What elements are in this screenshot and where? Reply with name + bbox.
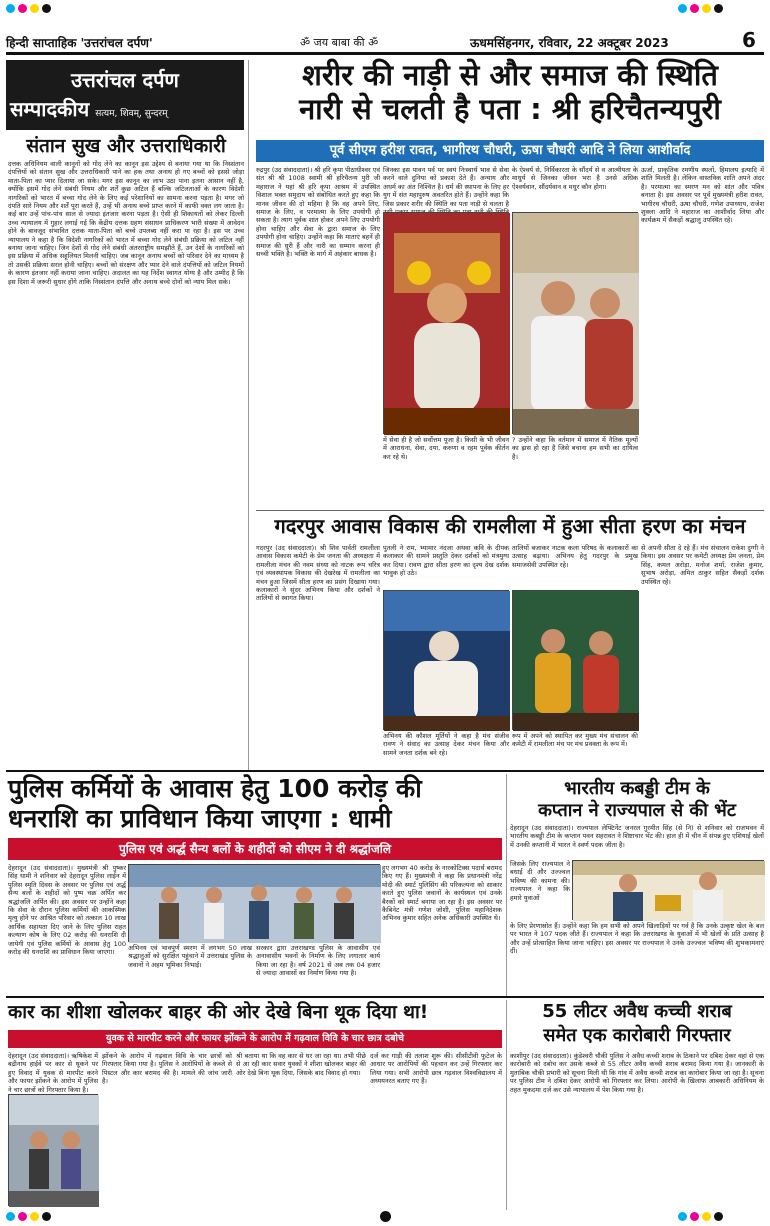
liquor-headline-line1: 55 लीटर अवैध कच्ची शराब	[542, 1001, 732, 1022]
section-rule	[6, 770, 764, 772]
car-col3: श्री बताया था कि वह कार से घर जा रहा था। तभी पीछे से आ रही कार सवार युवकों ने शीशा खोलकर बाहर की ओर देखे बिना थूक दिया, जिसके बाद विवाद हो गया।	[236, 1052, 366, 1077]
lead-headline-line1: शरीर की नाड़ी से और समाज की स्थिति	[302, 58, 718, 92]
section-rule-2	[6, 996, 764, 998]
car-col2: झोंकने के आरोप में गढ़वाल विवि के चार छात्रों को गिरफ्तार किया गया है। पुलिस ने आरोपियों के कब्जे से पिस्टल और कार बरामद की है। मामले की जांच जारी है।	[102, 1052, 232, 1086]
registration-dots-right	[678, 4, 723, 13]
car-headline: कार का शीशा खोलकर बाहर की ओर देखे बिना थूक दिया था!	[8, 1002, 429, 1023]
kabaddi-headline-line1: भारतीय कबड्डी टीम के	[564, 778, 710, 799]
saint-photo	[383, 212, 509, 434]
police-col4: हुए लगभग 40 करोड़ के नारकोटिक्स पदार्थ बरामद किए गए हैं। मुख्यमंत्री ने कहा कि प्रधानमंत्री नरेंद्र मोदी की स्मार्ट पुलिसिंग की परिकल्पना को साकार करते हुए पुलिस जवानों के कार्यस्थल एवं उनके बैरकों को स्मार्ट बनाया जा रहा है। इस अवसर पर कैबिनेट मंत्री गणेश जोशी, पुलिस महानिदेशक अभिनव कुमार सहित अनेक अधिकारी उपस्थित थे।	[382, 864, 502, 923]
lead-strip: पूर्व सीएम हरीश रावत, भागीरथ चौधरी, ऊषा चौधरी आदि ने लिया आशीर्वाद	[256, 140, 764, 162]
police-col3: सरकार द्वारा उत्तराखण्ड पुलिस के आवासीय एवं अनावासीय भवनों के निर्माण के लिए लगातार कार्य किया जा रहा है। वर्ष 2021 से अब तक 04 हजार से ज्यादा आवासों का निर्माण किया गया है।	[256, 944, 380, 978]
paper-name: हिन्दी साप्ताहिक 'उत्तरांचल दर्पण'	[6, 36, 153, 50]
lead-caption-1: में सेवा ही है जो सर्वोत्तम पूजा है। किसी के भी जीवन में आराधना, सेवा, दया, करुणा व रहम पूर्वक कीर्तन कर रहे थे।	[383, 436, 509, 461]
police-ceremony-photo	[128, 864, 380, 942]
police-strip: पुलिस एवं अर्द्ध सैन्य बलों के शहीदों को सीएम ने दी श्रद्धांजलि	[8, 838, 502, 860]
registration-dots-left	[6, 4, 51, 13]
ramleela-col3: तालियों बजाकर नाटक कला परिषद के कलाकारों का उत्साह बढ़ाया। अभिनय हेतु गदरपुर के प्रमुख समाजसेवी उपस्थित रहे।	[512, 544, 638, 569]
police-col1: देहरादून (उद संवाददाता)। मुख्यमंत्री श्री पुष्कर सिंह धामी ने शनिवार को देहरादून पुलिस लाईन में पुलिस स्मृति दिवस के अवसर पर पुलिस एवं अर्द्ध सैन्य बलों के शहीदों को पुष्प चक्र अर्पित कर श्रद्धांजलि अर्पित की। इस अवसर पर उन्होंने कहा कि सेवा के दौरान पुलिस कर्मियों की आकस्मिक मृत्यु होने पर आश्रित परिवार को तत्काल 10 लाख आर्थिक सहायता दिए जाने के लिए पुलिस राहत कल्याण कोष के लिए 02 करोड़ की धनराशि दी जायेगी एवं पुलिस कर्मियों के आवास हेतु 100 करोड़ की धनराशि का प्राविधान किया जाएगा।	[8, 864, 126, 957]
column-divider-2	[506, 774, 507, 996]
police-headline-line2: धनराशि का प्राविधान किया जाएगा : धामी	[8, 804, 392, 833]
liquor-headline-line2: समेत एक कारोबारी गिरफ्तार	[543, 1025, 731, 1046]
editorial-body: दत्तक अधिनियम वाली कानूनों को गोद लेने का कानून इस उद्देश्य से बनाया गया था कि निस्संतान दंपत्तियों को संतान सुख और उत्तराधिकारी पाने का हक तथा अनाथ हो गए बच्चों को इससे जोड़ा माता-पिता का प्यार दिलाया जा सके। मगर इस कानून का लाभ उठा पाना इतना आसान नहीं है, क्योंकि इसमें गोद लेने संबंधी नियम और शर्तें कुछ अटिल हैं बल्कि जटिलताओं के कारण विदेशी नागरिकों को भारत में बच्चा गोद लेने के लिए कई परेशानियों का सामना करना पड़ता है। मगर जो दंपति सारे नियम और शर्तें पूरा करते हैं, उन्हें भी अनाथ बच्चे प्राप्त करने में काफी वक्त लग जाता है। कई बार उन्हें पांच-पांच साल से ज्यादा इंतजार करना पड़ता है। ऐसी ही शिकायतों को लेकर दिल्ली उच्च न्यायालय में गुहार लगाई गई कि केंद्रीय दत्तक ग्रहण संसाधन प्राधिकरण भारी संख्या में आवेदन होने के बावजूद संभावित दत्तक माता-पिता को बच्चे उपलब्ध नहीं करा पा रहा है। इस पर उच्च न्यायालय ने कहा है कि विदेशी नागरिकों को भारत में बच्चा गोद लेने संबंधी प्रक्रिया को जटिल नहीं बनाया जाना चाहिए। जिन देशों से गोद लेने संबंधी अंतरराष्ट्रीय समझौते हैं, उन देशों के नागरिकों को इस प्रक्रिया में अधिक सहूलियत मिलनी चाहिए। जब कानून अनाथ बच्चों को परिवार देने का माध्यम है तो उसकी प्रक्रिया सरल होनी चाहिए। बच्चों को संरक्षण और प्यार देने वाले दंपत्तियों को जटिल नियमों के कारण इंतजार नहीं कराया जाना चाहिए। अदालत का यह निर्देश स्वागत योग्य है और उम्मीद है कि इस दिशा में जरूरी सुधार होंगे ताकि निस्संतान दंपत्ति और अनाथ बच्चे दोनों को न्याय मिल सके।	[8, 160, 244, 286]
registration-dots-bottom-left	[6, 1212, 51, 1221]
column-divider-3	[506, 1000, 507, 1210]
registration-mark-center	[380, 1211, 391, 1222]
ramleela-photo-2	[512, 590, 638, 730]
kabaddi-body-side: जिसके लिए राज्यपाल ने बधाई दी और उज्ज्वल भविष्य की कामना की। राज्यपाल ने कहा कि हमारे युवाओं	[510, 860, 570, 902]
place-date: ऊधमसिंहनगर, रविवार, 22 अक्टूबर 2023	[470, 36, 669, 50]
column-divider	[248, 60, 249, 770]
police-col2: अभिनय एवं भावपूर्ण स्मरण में लगभग 50 लाख श्रद्धालुओं को सुरक्षित पहुंचाने में उत्तराखंड पुलिस के जवानों ने अहम भूमिका निभाई।	[128, 944, 252, 969]
editorial-section: सम्पादकीय	[10, 97, 90, 121]
kabaddi-body-top: देहरादून (उद संवाददाता)। राज्यपाल लेफ्टिनेंट जनरल गुरमीत सिंह (से नि) से शनिवार को राजभवन में भारतीय कबड्डी टीम के कप्तान पवन सहरावत ने शिष्टाचार भेंट की। हाल ही में चीन में संपन्न हुए एशियाई खेलों में उनकी कप्तानी में भारत ने स्वर्ण पदक जीता है।	[510, 824, 764, 849]
kabaddi-photo	[572, 860, 764, 920]
ramleela-headline: गदरपुर आवास विकास की रामलीला में हुआ सीता हरण का मंचन	[274, 514, 746, 538]
lead-headline-line2: नारी से चलती है पता : श्री हरिचैतन्यपुरी	[299, 92, 721, 126]
lead-caption-2: ? उन्होंने कहा कि वर्तमान में समाज में नैतिक मूल्यों का ह्रास हो रहा है जिसे बचाना हम सभी का दायित्व है।	[512, 436, 638, 461]
ramleela-caption-1: अभिनय की कौशल मूर्तियों ने कहा है मंच संजीव रावण ने संवाद का उत्साह देकर मंचन किया और सामने जनता दर्शक बने रहे।	[383, 732, 509, 757]
leader-photo	[512, 212, 638, 434]
ramleela-col2: पुतली ने राम, भ्यामार नंदजा अथवा कवि के दीपक कलाकार की सामने प्रस्तुति देकर दर्शकों को मंत्रमुग्ध कर दिया। रावण द्वारा सीता हरण का दृश्य देख दर्शक भावुक हो उठे।	[383, 544, 509, 578]
page-number: 6	[742, 28, 756, 52]
police-headline-line1: पुलिस कर्मियों के आवास हेतु 100 करोड़ की	[8, 774, 422, 803]
masthead-rule	[6, 52, 764, 55]
editorial-tagline: सत्यम, शिवम्, सुन्दरम्	[95, 109, 168, 119]
ramleela-col4: से अपनी सीता दे रहे हैं। मंच संचालन राकेश दुग्गी ने किया। इस अवसर पर कमेटी अध्यक्ष प्रेम जनता, प्रेम सिंह, कमल अरोड़ा, मनोज शर्मा, राजेश कुमार, सुभाष अरोड़ा, अमित ठाकुर सहित सैकड़ों दर्शक उपस्थित रहे।	[641, 544, 764, 586]
motto: ॐ जय बाबा की ॐ	[300, 36, 379, 49]
ramleela-photo-1	[383, 590, 509, 730]
editorial-box-title: उत्तरांचल दर्पण	[71, 68, 179, 92]
car-col4: दर्ज कर गाड़ी की तलाश शुरू की। सीसीटीवी फुटेज के आधार पर आरोपियों की पहचान कर उन्हें गिरफ्तार कर लिया गया। सभी आरोपी छात्र गढ़वाल विश्वविद्यालय में अध्ययनरत बताए गए हैं।	[370, 1052, 502, 1086]
car-col1: देहरादून (उद संवाददाता)। ऋषिकेश में बद्रीनाथ हाईवे पर कार से थूकने पर हुए विवाद में युवक से मारपीट करने और फायर झोंकने के आरोप में पुलिस ने चार छात्रों को गिरफ्तार किया है।	[8, 1052, 98, 1094]
lead-col4: ऊर्जा, प्राकृतिक रमणीय स्थलों, हिमालय इत्यादि में शांति मिलती है। लेकिन वास्तविक शांति अपने अंदर है। परमात्मा का स्मरण मन को शांत और पवित्र बनाता है। इस अवसर पर पूर्व मुख्यमंत्री हरीश रावत, भागीरथ चौधरी, ऊषा चौधरी, गणेश उपाध्याय, राजेश शुक्ला आदि ने महाराज का आशीर्वाद लिया और कार्यक्रम में सैकड़ों श्रद्धालु उपस्थित रहे।	[641, 166, 764, 225]
kabaddi-headline-line2: कप्तान ने राज्यपाल से की भेंट	[538, 800, 736, 821]
lead-col3: के ऐश्वर्य से, निर्विकारता के सौंदर्य से व आत्मीयता के माधुर्य से जिनका जीवन भरा है उनसे अधिक ऐश्वर्यवान, सौंदर्यवान व मधुर कौन होगा।	[512, 166, 638, 191]
editorial-headline: संतान सुख और उत्तराधिकारी	[26, 135, 226, 157]
car-strip: युवक से मारपीट करने और फायर झोंकने के आरोप में गढ़वाल विवि के चार छात्र दबोचे	[8, 1030, 502, 1048]
registration-dots-bottom-right	[678, 1212, 723, 1221]
kabaddi-body-bottom: के लिए प्रेरणास्रोत हैं। उन्होंने कहा कि हम सभी को अपने खिलाड़ियों पर गर्व है कि उनके उत्कृष्ट खेल के बल पर भारत ने 107 पदक जीते हैं। राज्यपाल ने कहा कि उत्तराखण्ड के युवाओं में भी खेलों के प्रति उत्साह है और उन्हें प्रोत्साहित किया जाना चाहिए। इस अवसर पर राज्यपाल ने उनके उज्ज्वल भविष्य की शुभकामनाएं दीं।	[510, 922, 764, 956]
section-divider	[256, 510, 764, 511]
lead-col2: जिनका इस पावन पर्व पर स्वयं निःस्वार्थ भाव से सेवा करने वाले दुनिया को प्रकाश देते हैं। अन्याय और अधर्म का अंत निश्चित है। धर्म की स्थापना के लिए हर युग में संत महापुरुष अवतरित होते हैं। उन्होंने कहा कि जिस प्रकार शरीर की स्थिति का पता नाड़ी से चलता है	[383, 166, 509, 208]
liquor-body: काशीपुर (उद संवाददाता)। कुंडेश्वरी चौकी पुलिस ने अवैध कच्ची शराब के ठिकाने पर दबिश देकर वहां से एक कारोबारी को दबोच कर उसके कब्जे से 55 लीटर अवैध कच्ची शराब बरामद किया गया है। जानकारी के मुताबिक चौकी प्रभारी को सूचना मिली थी कि गांव में अवैध कच्ची शराब का कारोबार किया जा रहा है। सूचना पर पुलिस टीम ने दबिश देकर आरोपी को गिरफ्तार कर लिया। आरोपी के खिलाफ आबकारी अधिनियम के तहत मुकदमा दर्ज कर उसे न्यायालय में पेश किया गया है।	[510, 1052, 764, 1094]
editorial-box	[6, 60, 244, 130]
car-accused-photo	[8, 1094, 98, 1206]
lead-col1: रुद्रपुर (उद संवाददाता)। श्री हरि कृपा पीठाधीश्वर एवं संत श्री श्री 1008 स्वामी श्री हरिचैतन्य पुरी जी महाराज ने यहां श्री हरि कृपा आश्रम में उपस्थित विशाल भक्त समुदाय को संबोधित करते हुए कहा कि मानव जीवन की दो महिमा है कि वह अपने लिए, समाज के लिए, व परमात्मा के लिए उपयोगी हो सकता है। त्याग पूर्वक शांत होकर अपने लिए उपयोगी होना चाहिए और सेवा के द्वारा समाज के लिए उपयोगी होना चाहिए। उन्होंने कहा कि माताएं बहनें ही समाज की धुरी हैं और नारी का सम्मान करना ही सच्ची भक्ति है। भक्ति के मार्ग में अहंकार बाधक है।	[256, 166, 380, 259]
ramleela-caption-2: रूप में अपने को स्थापित कर मुख्य मंच संचालन की कमेटी में रामलीला मंच पर मंच प्रवक्ता के रूप में।	[512, 732, 638, 749]
ramleela-col1: गदरपुर (उद संवाददाता)। श्री शिव पार्वती रामलीला आवास विकास कमेटी के प्रेम जनता की अध्यक्षता में रामलीला मंचन की नवम संध्या को नाटक रूप चरित्र एवं व्यवस्थापक विकास की देखरेख में रामलीला का मंचन हुआ जिसमें सीता हरण का प्रसंग दिखाया गया। कलाकारों ने सुंदर अभिनय किया और दर्शकों ने तालियों से स्वागत किया।	[256, 544, 380, 603]
